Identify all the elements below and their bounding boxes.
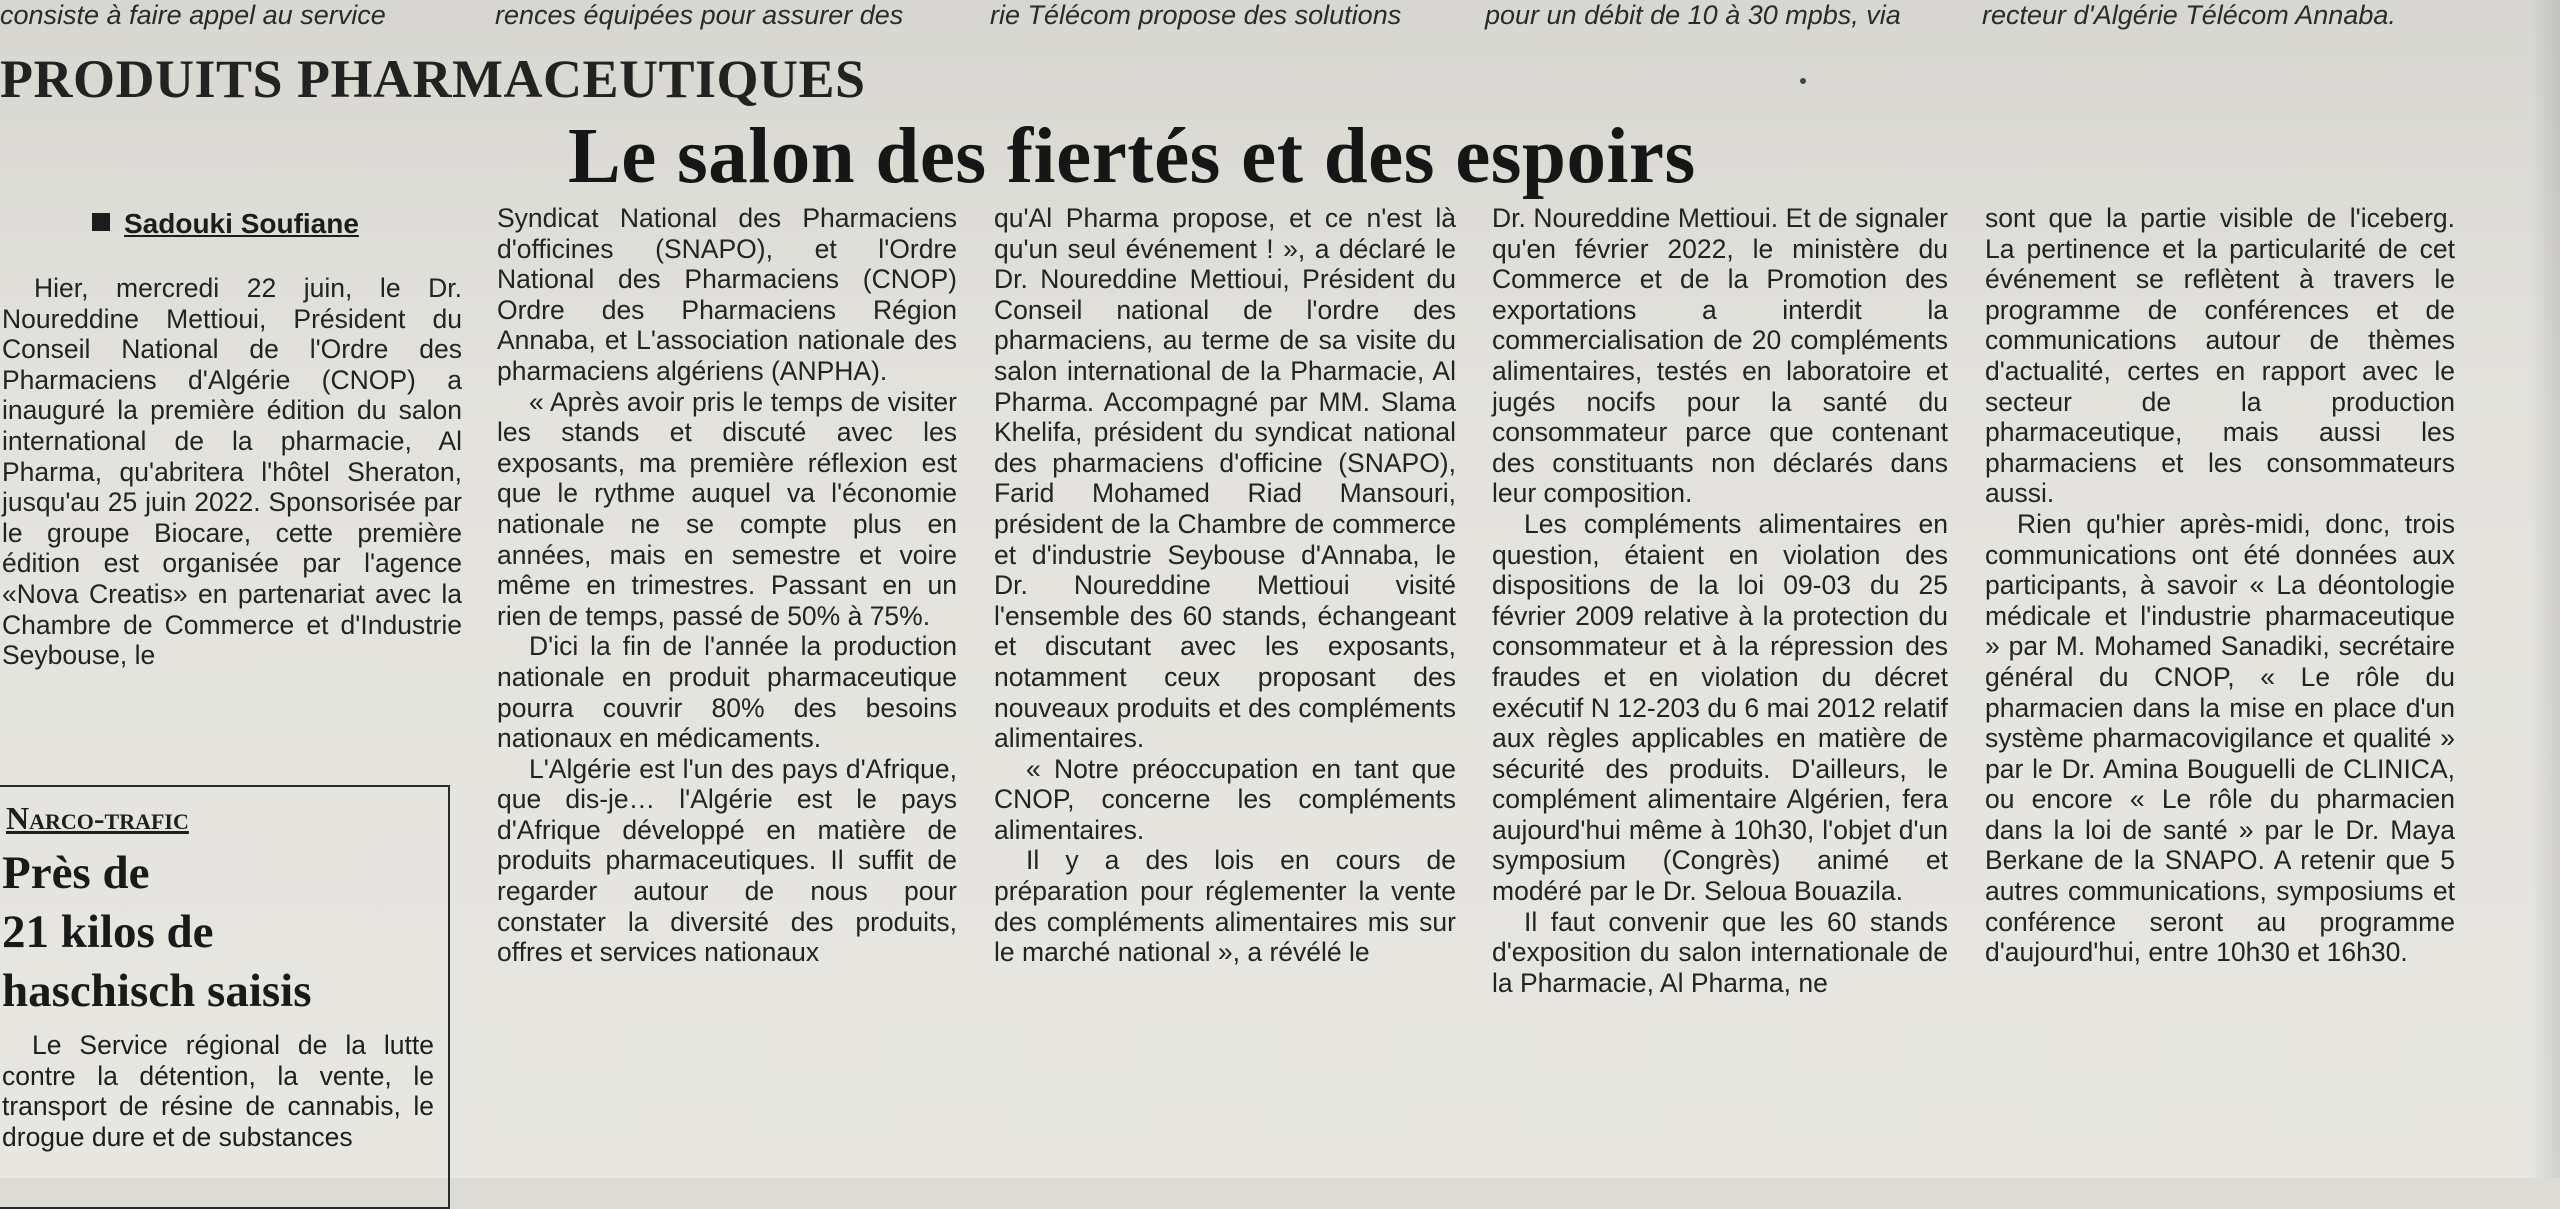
sidebar-title	[2, 844, 312, 1021]
sidebar-paragraph: Le Service régional de la lutte contre la détention, la vente, le transport de résine de cannabis, le drogue dure et de substances	[2, 1030, 434, 1152]
column-4-paragraph: Dr. Noureddine Mettioui. Et de signaler qu'en février 2022, le ministère du Commerce et de la Promotion des exportations a interdit la commercialisation de 20 compléments alimentaires, testés en laboratoire et jugés nocifs pour la santé du consommateur parce que contenant des constituants non déclarés dans leur composition.	[1492, 203, 1948, 509]
bullet-square-icon	[92, 213, 110, 231]
sidebar-body	[2, 1030, 434, 1152]
sidebar-title-line: haschisch saisis	[2, 965, 312, 1017]
article-column-1	[2, 273, 462, 671]
column-3-paragraph: Il y a des lois en cours de préparation pour réglementer la vente des compléments alimentaires mis sur le marché national », a révélé le	[994, 845, 1456, 968]
column-3-paragraph: qu'Al Pharma propose, et ce n'est là qu'un seul événement ! », a déclaré le Dr. Noureddine Mettioui, Président du Conseil national de l'ordre des pharmaciens, au terme de sa visite du salon international de la Pharmacie, Al Pharma. Accompagné par MM. Slama Khelifa, président du syndicat national des pharmaciens d'officine (SNAPO), Farid Mohamed Riad Mansouri, président de la Chambre de commerce et d'industrie Seybouse d'Annaba, le Dr. Noureddine Mettioui visité l'ensemble des 60 stands, échangeant et discutant avec les exposants, notamment ceux proposant des nouveaux produits et des compléments alimentaires.	[994, 203, 1456, 754]
top-strip-col-3: rie Télécom propose des solutions	[990, 0, 1402, 30]
ink-speck	[1800, 78, 1806, 84]
column-2-paragraph: D'ici la fin de l'année la production nationale en produit pharmaceutique pourra couvrir 80% des besoins nationaux en médicaments.	[497, 631, 957, 754]
article-column-5	[1985, 203, 2455, 968]
top-strip-col-2: rences équipées pour assurer des	[495, 0, 904, 30]
author-name: Sadouki Soufiane	[124, 208, 359, 239]
article-column-4	[1492, 203, 1948, 998]
article-headline: Le salon des fiertés et des espoirs	[568, 113, 1696, 200]
article-column-2	[497, 203, 957, 968]
column-4-paragraph: Il faut convenir que les 60 stands d'exposition du salon internationale de la Pharmacie, Al Pharma, ne	[1492, 906, 1948, 998]
column-2-paragraph: Syndicat National des Pharmaciens d'officines (SNAPO), et l'Ordre National des Pharmaciens (CNOP) Ordre des Pharmaciens Région Annaba, et L'association nationale des pharmaciens algériens (ANPHA).	[497, 203, 957, 386]
top-strip-col-4: pour un débit de 10 à 30 mpbs, via	[1485, 0, 1901, 30]
column-4-paragraph: Les compléments alimentaires en question, étaient en violation des dispositions de la loi 09-03 du 25 février 2009 relative à la protection du consommateur et à la répression des fraudes et en violation du décret exécutif N 12-203 du 6 mai 2012 relatif aux règles applicables en matière de sécurité des produits. D'ailleurs, le complément alimentaire Algérien, fera aujourd'hui même à 10h30, l'objet d'un symposium (Congrès) animé et modéré par le Dr. Seloua Bouazila.	[1492, 508, 1948, 907]
article-byline	[92, 208, 359, 240]
top-strip-col-1: consiste à faire appel au service	[0, 0, 386, 30]
sidebar-title-line: Près de	[2, 847, 150, 899]
sidebar-kicker: Narco-trafic	[6, 800, 189, 836]
article-kicker: PRODUITS PHARMACEUTIQUES	[0, 49, 866, 109]
column-1-paragraph: Hier, mercredi 22 juin, le Dr. Noureddine Mettioui, Président du Conseil National de l'Ordre des Pharmaciens d'Algérie (CNOP) a inauguré la première édition du salon international de la pharmacie, Al Pharma, qu'abritera l'hôtel Sheraton, jusqu'au 25 juin 2022. Sponsorisée par le groupe Biocare, cette première édition est organisée par l'agence «Nova Creatis» en partenariat avec la Chambre de Commerce et d'Industrie Seybouse, le	[2, 273, 462, 671]
column-5-paragraph: sont que la partie visible de l'iceberg. La pertinence et la particularité de cet événement se reflètent à travers le programme de conférences et de communications autour de thèmes d'actualité, certes en rapport avec le secteur de la production pharmaceutique, mais aussi les pharmaciens et les consommateurs aussi.	[1985, 203, 2455, 509]
page-edge-shadow	[2530, 0, 2560, 1178]
column-2-paragraph: L'Algérie est l'un des pays d'Afrique, que dis-je… l'Algérie est le pays d'Afrique développé en matière de produits pharmaceutiques. Il suffit de regarder autour de nous pour constater la diversité des produits, offres et services nationaux	[497, 753, 957, 968]
column-5-paragraph: Rien qu'hier après-midi, donc, trois communications ont été données aux participants, à savoir « La déontologie médicale et l'industrie pharmaceutique » par M. Mohamed Sanadiki, secrétaire général du CNOP, « Le rôle du pharmacien dans la mise en place d'un système pharmacovigilance et qualité » par le Dr. Amina Bouguelli de CLINICA, ou encore « Le rôle du pharmacien dans la loi de santé » par le Dr. Maya Berkane de la SNAPO. A retenir que 5 autres communications, symposiums et conférence seront au programme d'aujourd'hui, entre 10h30 et 16h30.	[1985, 508, 2455, 968]
column-2-paragraph: « Après avoir pris le temps de visiter les stands et discuté avec les exposants, ma première réflexion est que le rythme auquel va l'économie nationale ne se compte plus en années, mais en semestre et voire même en trimestres. Passant en un rien de temps, passé de 50% à 75%.	[497, 386, 957, 631]
sidebar-title-line: 21 kilos de	[2, 906, 214, 958]
column-3-paragraph: « Notre préoccupation en tant que CNOP, concerne les compléments alimentaires.	[994, 753, 1456, 845]
top-strip-col-5: recteur d'Algérie Télécom Annaba.	[1982, 0, 2396, 30]
article-column-3	[994, 203, 1456, 968]
